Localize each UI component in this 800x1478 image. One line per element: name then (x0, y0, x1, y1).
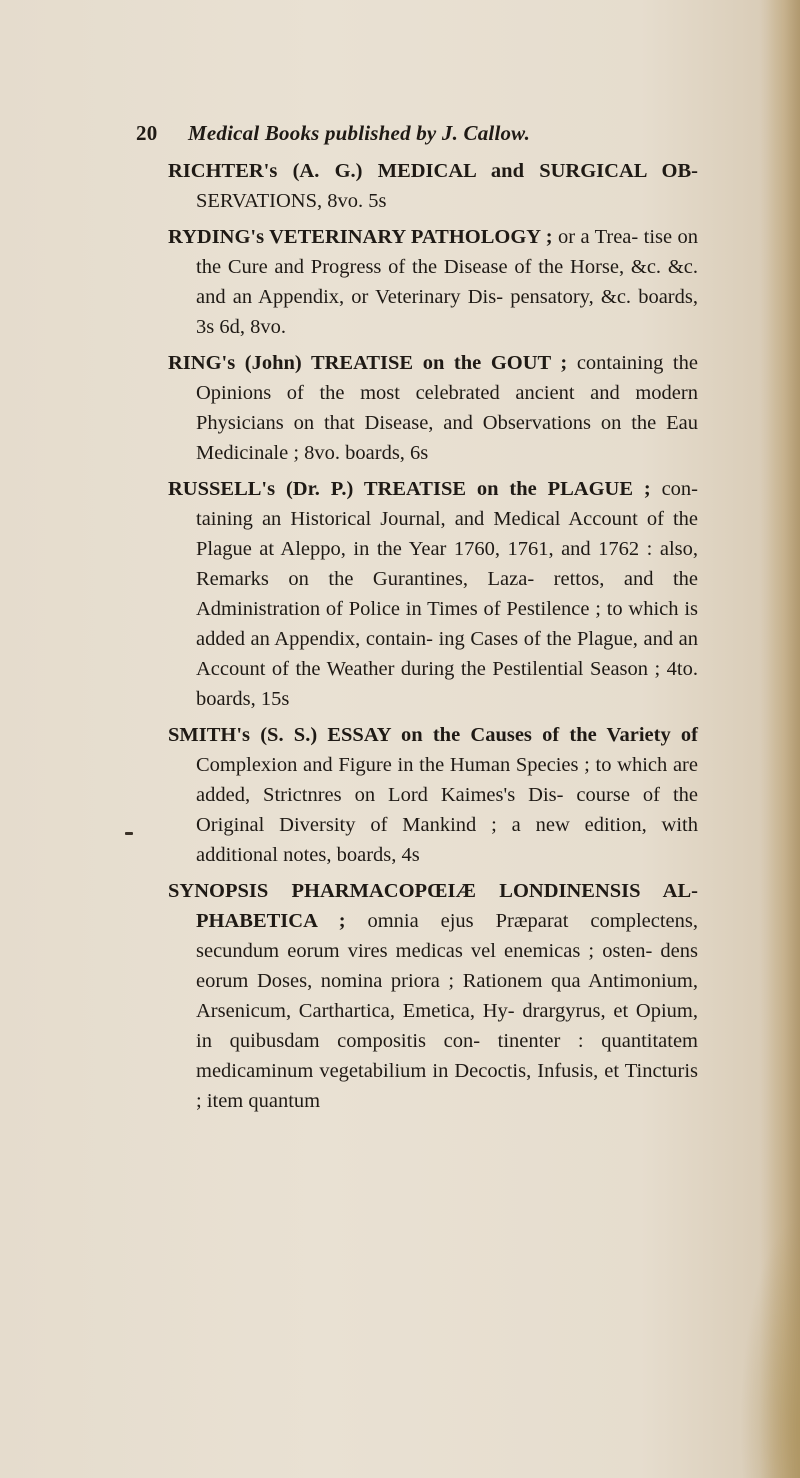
entry-heading: RUSSELL's (Dr. P.) TREATISE on the PLAGUE ; (168, 478, 651, 500)
page-number: 20 (136, 121, 158, 145)
entry-text: containing the Opinions of the most celebrated ancient and modern Physicians on that Disease, and Observations on the Eau Medicinale ; 8vo. boards, 6s (196, 352, 698, 464)
entry-heading: SYNOPSIS PHARMACOPŒIÆ LONDINENSIS AL- PHABETICA ; (168, 880, 698, 932)
entry-text: omnia ejus Præparat complectens, secundum eorum vires medicas vel enemicas ; osten- dens eorum Doses, nomina priora ; Rationem qua Antimonium, Arsenicum, Carthartica, Emetica, Hy- drargyrus, et Opium, in quibusdam compositis con- tinenter : quantitatem medicaminum vegetabilium in Decoctis, Infusis, et Tincturis ; item quantum (196, 910, 698, 1112)
catalogue-entry-ryding (168, 222, 698, 342)
catalogue-entry-richter (168, 156, 698, 216)
entry-text: or a Trea- tise on the Cure and Progress of the Disease of the Horse, &c. &c. and an Appendix, or Veterinary Dis- pensatory, &c. boards, 3s 6d, 8vo. (196, 226, 698, 338)
catalogue-entry-synopsis (168, 876, 698, 1116)
page-header (136, 121, 696, 151)
entry-text: SERVATIONS, 8vo. 5s (196, 190, 387, 212)
entry-text: con- taining an Historical Journal, and Medical Account of the Plague at Aleppo, in the Year 1760, 1761, and 1762 : also, Remarks on the Gurantines, Laza- rettos, and the Administration of Police in Times of Pestilence ; to which is added an Appendix, contain- ing Cases of the Plague, and an Account of the Weather during the Pestilential Season ; 4to. boards, 15s (196, 478, 698, 710)
catalogue-entries (168, 156, 698, 1122)
catalogue-entry-russell (168, 474, 698, 714)
catalogue-entry-ring (168, 348, 698, 468)
entry-heading: RYDING's VETERINARY PATHOLOGY ; (168, 226, 553, 248)
entry-heading: SMITH's (S. S.) ESSAY on the Causes of the Variety of (168, 724, 698, 746)
page-corner-stain (740, 1218, 800, 1478)
entry-text: Complexion and Figure in the Human Species ; to which are added, Strictnres on Lord Kaimes's Dis- course of the Original Diversity of Mankind ; a new edition, with additional notes, boards, 4s (196, 754, 698, 866)
ink-mark (125, 832, 133, 835)
entry-heading: RICHTER's (A. G.) MEDICAL and SURGICAL OB- (168, 160, 698, 182)
entry-heading: RING's (John) TREATISE on the GOUT ; (168, 352, 568, 374)
running-title: Medical Books published by J. Callow. (188, 121, 531, 145)
catalogue-entry-smith (168, 720, 698, 870)
